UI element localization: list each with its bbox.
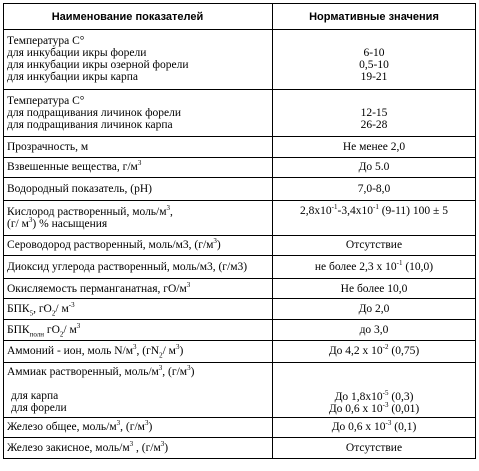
row-name-bod5: $БПК_5$, $гО_2/$ $м^{-3}$ [4, 299, 273, 320]
row-name-transparency: Прозрачность, м [4, 136, 273, 157]
row-name-co2: Диоксид углерода растворенный, моль/м3, (г/м3) [4, 256, 273, 279]
row-value-permanganate: Не более 10,0 [273, 278, 476, 299]
row-value-bod5: До 2,0 [273, 299, 476, 320]
row-value-iron-ferrous: Отсутствие [273, 438, 476, 459]
table-row [4, 157, 476, 178]
row-name-ammonium: Аммоний - ион, моль $N/м^3$, ($гN_2/$ $м^3$) [4, 340, 273, 363]
table-row [4, 178, 476, 201]
row-name-iron-total: Железо общее, моль/$м^3$, $(г/м^3)$ [4, 417, 273, 438]
table-header-row [4, 4, 476, 30]
table-row [4, 256, 476, 279]
sub-item: для инкубации икры форели [7, 47, 147, 60]
row-name-h2s: Сероводород растворенный, моль/м3, $(г/м^3)$ [4, 235, 273, 256]
sub-item: для подращивания личинок форели [7, 106, 182, 119]
row-value-ammonia: До $1,8х10^{-5}$ (0,3) До 0,6 х $10^{-3}$ (0,01) [273, 363, 476, 418]
sub-item: для инкубации икры озерной форели [7, 59, 189, 72]
table-row [4, 340, 476, 363]
table-row [4, 235, 476, 256]
row-name-temp-larvae [4, 89, 273, 136]
row-title: Температура С° [7, 94, 85, 107]
value: 19-21 [360, 71, 388, 84]
row-name-ammonia: Аммиак растворенный, моль/$м^3$, $(г/м^3)$ для карпа для форели [4, 363, 273, 418]
value: 0,5-10 [359, 59, 389, 72]
value: 26-28 [360, 118, 388, 131]
row-value-ph: 7,0-8,0 [273, 178, 476, 201]
sub-item: для форели [11, 402, 67, 415]
sub-item: для подращивания личинок карпа [7, 118, 173, 131]
column-header-normative: Нормативные значения [273, 4, 476, 30]
row-value-temp-larvae [273, 89, 476, 136]
value: 6-10 [363, 47, 385, 60]
value: 12-15 [360, 106, 388, 119]
table-row [4, 363, 476, 418]
column-header-indicator: Наименование показателей [4, 4, 273, 30]
row-name-permanganate: Окисляемость перманганатная, $гО/м^3$ [4, 278, 273, 299]
row-value-h2s: Отсутствие [273, 235, 476, 256]
table-row [4, 417, 476, 438]
row-title: Температура С° [7, 35, 85, 48]
row-name-ph: Водородный показатель, (рН) [4, 178, 273, 201]
table-row [4, 278, 476, 299]
row-value-co2: не более 2,3 х $10^{-1}$ (10,0) [273, 256, 476, 279]
sub-item: для карпа [11, 390, 59, 403]
table-row [4, 200, 476, 235]
table-row [4, 299, 476, 320]
row-name-suspended: Взвешенные вещества, $г/м^3$ [4, 157, 273, 178]
table-row [4, 320, 476, 341]
row-name-iron-ferrous: Железо закисное, моль/$м^3$ , $(г/м^3)$ [4, 438, 273, 459]
table-row [4, 89, 476, 136]
row-name-bod-full: $БПК_{полн}$ $гО_2/$ $м^3$ [4, 320, 273, 341]
row-name-oxygen: Кислород растворенный, моль/$м^3$, (г/ $м^3$) % насыщения [4, 200, 273, 235]
row-value-bod-full: до 3,0 [273, 320, 476, 341]
row-value-oxygen: $2,8х10^{-1}-3,4х10^{-1}$ (9-11) 100 ± 5 [273, 200, 476, 235]
water-quality-standards-table [3, 3, 476, 459]
table-row [4, 136, 476, 157]
row-value-transparency: Не менее 2,0 [273, 136, 476, 157]
row-value-ammonium: До 4,2 х $10^{-2}$ (0,75) [273, 340, 476, 363]
row-name-temp-eggs [4, 30, 273, 90]
row-value-iron-total: До 0,6 х $10^{-3}$ (0,1) [273, 417, 476, 438]
table-row [4, 438, 476, 459]
sub-item: для инкубации икры карпа [7, 71, 138, 84]
table-row [4, 30, 476, 90]
row-value-suspended: До 5.0 [273, 157, 476, 178]
row-value-temp-eggs [273, 30, 476, 90]
